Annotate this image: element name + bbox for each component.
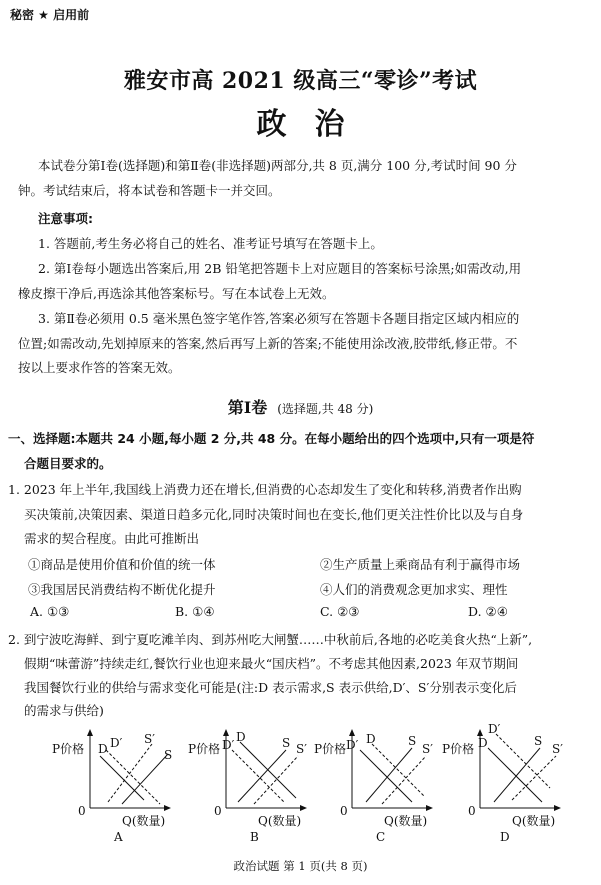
curve-label: D′	[488, 722, 501, 736]
curve-label: S′	[422, 742, 433, 756]
curve-label: S	[282, 736, 291, 750]
curve-label: D	[236, 730, 246, 744]
section-heading	[0, 395, 601, 418]
curve-label: S	[534, 734, 543, 748]
origin-label: 0	[78, 804, 86, 818]
y-axis-label: P价格	[52, 742, 85, 756]
page-footer: 政治试题 第 1 页(共 8 页)	[233, 859, 368, 873]
curve-d	[100, 756, 144, 800]
y-axis-arrow	[477, 729, 483, 736]
curve-s	[122, 754, 168, 804]
graph-label: A	[114, 830, 123, 844]
curve-d	[488, 748, 542, 802]
graph-c	[310, 728, 450, 846]
part-one-instruction: 一、选择题:本题共 24 小题,每小题 2 分,共 48 分。在每小题给出的四个选项中,只有一项是符	[8, 431, 535, 446]
q1-option-3: ③我国居民消费结构不断优化提升	[28, 582, 216, 597]
y-axis-arrow	[87, 729, 93, 736]
curve-label: D	[366, 732, 376, 746]
notice-item-1: 1. 答题前,考生务必将自己的姓名、准考证号填写在答题卡上。	[38, 236, 383, 251]
q2-stem-1: 2. 到宁波吃海鲜、到宁夏吃滩羊肉、到苏州吃大闸蟹……中秋前后,各地的必吃美食火热“上新”,	[8, 632, 533, 647]
q1-stem-3: 需求的契合程度。由此可推断出	[24, 531, 200, 546]
y-axis-label: P价格	[442, 742, 475, 756]
curve-label: D′	[110, 736, 123, 750]
y-axis-label: P价格	[188, 742, 221, 756]
curve-label: S′	[296, 742, 307, 756]
x-axis-label: Q(数量)	[122, 814, 166, 828]
curve-d-prime	[106, 750, 160, 804]
curve-s	[494, 748, 540, 802]
y-axis-label: P价格	[314, 742, 347, 756]
curve-label: S	[164, 748, 173, 762]
graph-label: C	[376, 830, 386, 844]
y-axis-arrow	[223, 729, 229, 736]
x-axis-label: Q(数量)	[384, 814, 428, 828]
x-axis-arrow	[300, 805, 307, 811]
q2-stem-4: 的需求与供给)	[24, 703, 104, 718]
q1-stem-2: 买决策前,决策因素、渠道日趋多元化,同时决策时间也在变长,他们更关注性价比以及与自身	[24, 507, 524, 522]
graph-a	[48, 728, 188, 846]
q2-stem-3: 我国餐饮行业的供给与需求变化可能是(注:D 表示需求,S 表示供给,D′、S′分别表示变化后	[24, 680, 517, 695]
curve-label: S′	[144, 732, 155, 746]
origin-label: 0	[340, 804, 348, 818]
x-axis-arrow	[554, 805, 561, 811]
curve-label: D′	[346, 738, 359, 752]
q1-stem-1: 1. 2023 年上半年,我国线上消费力还在增长,但消费的心态却发生了变化和转移,消费者作出购	[8, 482, 522, 497]
x-axis-arrow	[426, 805, 433, 811]
graph-b	[184, 728, 324, 846]
intro-line-1: 本试卷分第Ⅰ卷(选择题)和第Ⅱ卷(非选择题)两部分,共 8 页,满分 100 分,考试时间 90 分	[38, 158, 517, 173]
curve-label: D	[98, 742, 108, 756]
x-axis-label: Q(数量)	[512, 814, 556, 828]
x-axis-arrow	[164, 805, 171, 811]
notice-title: 注意事项:	[38, 211, 93, 226]
intro-line-2: 钟。考试结束后，将本试卷和答题卡一并交回。	[18, 183, 281, 198]
notice-item-2-cont: 橡皮擦干净后,再选涂其他答案标号。写在本试卷上无效。	[18, 286, 335, 301]
notice-item-3: 3. 第Ⅱ卷必须用 0.5 毫米黑色签字笔作答,答案必须写在答题卡各题目指定区域内相应的	[38, 311, 520, 326]
origin-label: 0	[468, 804, 476, 818]
q1-answer-b: B. ①④	[175, 604, 215, 619]
notice-item-3-cont: 位置;如需改动,先划掉原来的答案,然后再写上新的答案;不能使用涂改液,胶带纸,修正带。不	[18, 336, 518, 351]
curve-label: D	[478, 736, 488, 750]
graph-label: B	[250, 830, 259, 844]
curve-s	[366, 748, 412, 802]
notice-item-3-cont2: 按以上要求作答的答案无效。	[18, 360, 181, 375]
q1-answer-d: D. ②④	[468, 604, 508, 619]
graph-label: D	[500, 830, 510, 844]
confidential-mark: 秘密 ★ 启用前	[10, 8, 90, 22]
curve-label: S′	[552, 742, 563, 756]
curve-d-prime	[232, 750, 284, 802]
q1-answer-a: A. ①③	[30, 604, 70, 619]
curve-s	[238, 750, 286, 802]
subject-title: 政治	[256, 107, 373, 142]
graph-d	[438, 722, 578, 846]
curve-label: S	[408, 734, 417, 748]
section-subtitle: (选择题,共 48 分)	[277, 402, 374, 416]
notice-item-2: 2. 第Ⅰ卷每小题选出答案后,用 2B 铅笔把答题卡上对应题目的答案标号涂黑;如需改动,用	[38, 261, 522, 276]
q1-option-1: ①商品是使用价值和价值的统一体	[28, 557, 216, 572]
exam-title: 雅安市高 2021 级高三“零诊”考试	[123, 68, 478, 94]
y-axis-arrow	[349, 729, 355, 736]
curve-s-prime	[108, 744, 152, 802]
q1-answer-c: C. ②③	[320, 604, 360, 619]
origin-label: 0	[214, 804, 222, 818]
curve-label: D′	[222, 738, 235, 752]
part-one-instruction-cont: 合题目要求的。	[24, 456, 112, 471]
curve-s-prime	[382, 756, 426, 804]
section-title: 第Ⅰ卷	[227, 398, 268, 417]
q1-option-4: ④人们的消费观念更加求实、理性	[320, 582, 508, 597]
x-axis-label: Q(数量)	[258, 814, 302, 828]
q2-stem-2: 假期“味蕾游”持续走红,餐饮行业也迎来最火“国庆档”。不考虑其他因素,2023 年双节期间	[24, 656, 519, 671]
q1-option-2: ②生产质量上乘商品有利于赢得市场	[320, 557, 521, 572]
